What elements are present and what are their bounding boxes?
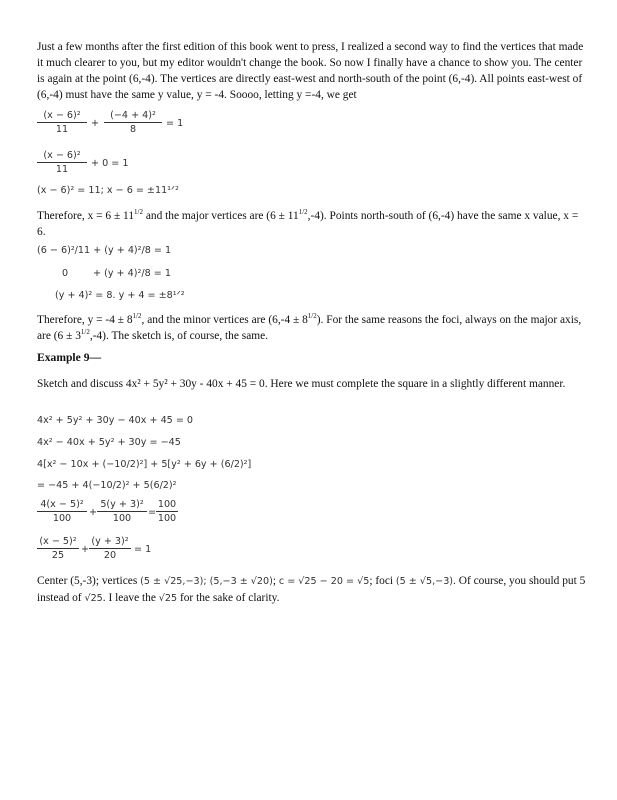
p5-text-b: ; (272, 575, 279, 587)
ex9-line-2: 4x² − 40x + 5y² + 30y = −45 (37, 437, 181, 448)
p5-c-math: c = √25 − 20 = √5 (278, 576, 370, 587)
eq5-zero: 0 (62, 268, 69, 279)
ex9-f2-num2: (y + 3)² (89, 536, 131, 549)
ex9-f1-fraction-2 (97, 499, 147, 524)
p2-exp1: 1/2 (134, 208, 143, 217)
ex9-f1-eq: = (148, 507, 157, 518)
p5-foci-math: (5 ± √5,−3) (395, 576, 454, 587)
eq6: (y + 4)² = 8. y + 4 = ±8¹ᐟ² (55, 290, 185, 301)
ex9-line-4: = −45 + 4(−10/2)² + 5(6/2)² (37, 480, 177, 491)
ex9-f1-fraction-1 (37, 499, 87, 524)
p5-text-a: Center (5,-3); vertices (37, 575, 141, 587)
eq3: (x − 6)² = 11; x − 6 = ±11¹ᐟ² (37, 185, 179, 196)
p5-text-g: . I leave the (102, 592, 159, 604)
p3-text-d: ,-4). The sketch is, of course, the same. (89, 330, 269, 342)
eq1-num1: (x − 6)² (37, 110, 87, 123)
ex9-f2-den1: 25 (51, 550, 65, 561)
eq2-rest: + 0 = 1 (91, 158, 129, 169)
ex9-f2-fraction-1 (37, 536, 79, 561)
eq2-num1: (x − 6)² (37, 150, 87, 163)
p5-root-math-2: √25 (158, 593, 178, 604)
p5-vertices-math: (5 ± √25,−3); (5,−3 ± √20) (140, 576, 273, 587)
ex9-f1-den3: 100 (157, 513, 177, 524)
ex9-f1-den1: 100 (52, 513, 72, 524)
eq4: (6 − 6)²/11 + (y + 4)²/8 = 1 (37, 245, 172, 256)
ex9-f2-den2: 20 (103, 550, 117, 561)
eq1-den1: 11 (55, 124, 69, 135)
p5-text-d: ; foci (369, 575, 396, 587)
ex9-f2-plus: + (81, 544, 90, 555)
p3-exp3: 1/2 (80, 328, 90, 337)
eq1-den2: 8 (129, 124, 137, 135)
eq1-num2: (−4 + 4)² (104, 110, 162, 123)
p3-text-b: , and the minor vertices are (6,-4 ± 8 (141, 314, 308, 326)
paragraph-minor-vertices (37, 312, 587, 344)
eq5-rest: + (y + 4)²/8 = 1 (93, 268, 171, 279)
eq1-plus: + (91, 118, 100, 129)
p3-text-a: Therefore, y = -4 ± 8 (37, 314, 133, 326)
ex9-f1-num1: 4(x − 5)² (37, 499, 87, 512)
p3-exp1: 1/2 (132, 312, 142, 321)
paragraph-example-9: Sketch and discuss 4x² + 5y² + 30y - 40x + 45 = 0. Here we must complete the square in a slightly different manner. (37, 378, 566, 390)
ex9-f1-fraction-3 (156, 499, 178, 524)
eq1-rhs: = 1 (166, 118, 184, 129)
eq2-fraction (37, 150, 87, 175)
eq1-fraction-2 (104, 110, 162, 135)
p3-exp2: 1/2 (307, 312, 317, 321)
ex9-f2-rhs: = 1 (134, 544, 152, 555)
p5-text-e: . Of course, you should put 5 instead of (37, 575, 586, 604)
ex9-line-3: 4[x² − 10x + (−10/2)²] + 5[y² + 6y + (6/2)²] (37, 459, 252, 470)
p5-root-math: √25 (84, 593, 103, 604)
ex9-line-1: 4x² + 5y² + 30y − 40x + 45 = 0 (37, 415, 194, 426)
p3-text-c: ). For the same reasons the foci, always on the major axis, are (6 ± 3 (37, 314, 582, 342)
intro-paragraph: Just a few months after the first edition of this book went to press, I realized a second way to find the vertices that made it much clearer to you, but my editor wouldn't change the book. So now I finally have a chance to show you. The center is again at the point (6,-4). The vertices are directly east-west and north-south of the point (6,-4). All points east-west of (6,-4) must have the same y value, y = -4. Soooo, letting y =-4, we get (37, 41, 584, 101)
paragraph-major-vertices (37, 208, 587, 240)
p2-exp2: 1/2 (298, 208, 308, 217)
example-9-heading: Example 9— (37, 351, 102, 364)
ex9-f1-plus: + (89, 507, 98, 518)
p2-text-c: ,-4). Points north-south of (6,-4) have the same x value, x = 6. (37, 210, 579, 238)
ex9-f1-num2: 5(y + 3)² (97, 499, 147, 512)
p2-text-a: Therefore, x = 6 ± 11 (37, 210, 135, 222)
ex9-f1-den2: 100 (112, 513, 132, 524)
eq1-fraction-1 (37, 110, 87, 135)
p5-text-h: for the sake of clarity. (177, 592, 280, 604)
ex9-f1-num3: 100 (157, 499, 177, 510)
eq2-den1: 11 (55, 164, 69, 175)
ex9-f2-num1: (x − 5)² (37, 536, 79, 549)
p2-text-b: and the major vertices are (6 ± 11 (142, 210, 299, 222)
ex9-f2-fraction-2 (89, 536, 131, 561)
paragraph-center-foci (37, 573, 587, 607)
